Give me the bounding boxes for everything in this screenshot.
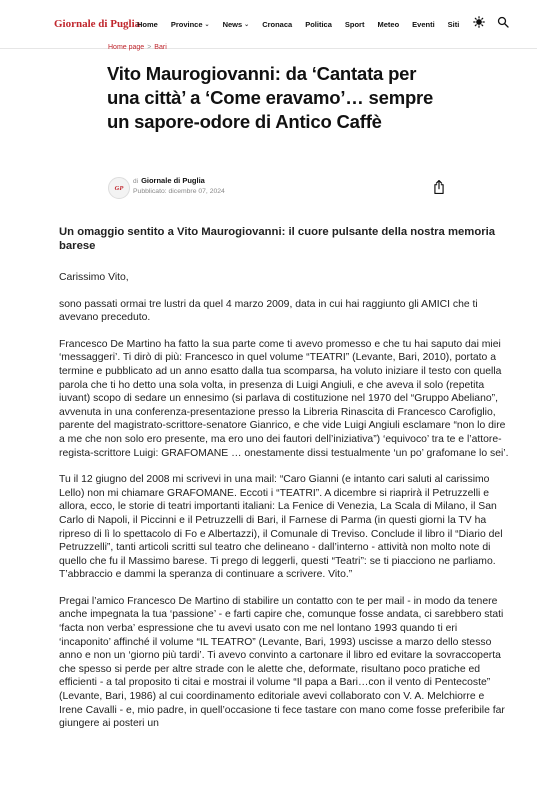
article-paragraph: Carissimo Vito, bbox=[59, 272, 129, 283]
chevron-down-icon: ⌄ bbox=[244, 22, 250, 28]
share-icon[interactable] bbox=[432, 179, 446, 195]
nav-label: Cronaca bbox=[262, 20, 293, 29]
article-paragraph: Francesco De Martino ha fatto la sua parte come ti avevo promesso e che tu hai saputo dai miei ‘messaggeri’. Ti dirò di più: Francesco in quel volume “TEATRI” (Levante, Bari, 2010), portato a termine e pubblicato ad un anno esatto dalla tua scomparsa, ha voluto iniziare il testo con quella parola che ti ho detto una sola volta, in presenza di Luigi Angiuli, e che aveva il solo (repetita iuvant) scopo di sedare un ennesimo (si parlava di costituzione nel 1970 del “Gruppo Abeliano”, avvenuta in una conferenza-presentazione presso la Libreria Rinascita di Francesco Carofiglio, parente del magistrato-scrittore-senatore Gianrico, e che vide Luigi Angiuli esclamare “non lo dire a me che non solo ero presente, ma ero uno dei fautori dell’iniziativa”) ‘equivoco’ tra te e l’attore-regista-scrittore Luigi: GRAFOMANE … onestamente dissi testualmente ‘un po’ grafomane lo sei’. bbox=[59, 338, 509, 459]
theme-toggle-icon[interactable] bbox=[472, 15, 486, 29]
nav-item-news[interactable] bbox=[223, 20, 250, 29]
author-block bbox=[108, 176, 448, 202]
nav-item-sport[interactable] bbox=[345, 20, 365, 29]
nav-label: Meteo bbox=[377, 20, 400, 29]
nav-label: Politica bbox=[305, 20, 332, 29]
article-subtitle: Un omaggio sentito a Vito Maurogiovanni: il cuore pulsante della nostra memoria barese bbox=[59, 226, 496, 252]
breadcrumb bbox=[108, 44, 167, 51]
search-icon[interactable] bbox=[496, 15, 510, 29]
breadcrumb-current-link[interactable]: Bari bbox=[154, 44, 167, 51]
nav-item-meteo[interactable] bbox=[377, 20, 399, 29]
nav-label: News bbox=[222, 20, 243, 29]
main-nav bbox=[137, 20, 472, 29]
nav-item-eventi[interactable] bbox=[412, 20, 435, 29]
article-paragraph: sono passati ormai tre lustri da quel 4 marzo 2009, data in cui hai raggiunto gli AMICI che ti avevano preceduto. bbox=[59, 298, 478, 324]
author-line bbox=[133, 176, 205, 185]
author-prefix: di bbox=[133, 178, 139, 185]
article-paragraph: Tu il 12 giugno del 2008 mi scrivevi in una mail: “Caro Gianni (e intanto cari saluti al carissimo Lello) non mi chiamare GRAFOMANE. Eccoti i “TEATRI”. A dicembre si riaprirà il Petruzzelli e allora, ecco, le storie di teatri importanti italiani: La Fenice di Venezia, La Scala di Milano, il San Carlo di Napoli, il Piccinni e il Petruzzelli di Bari, il Farnese di Parma (in questi giorni la TV ha ripreso di lì lo spettacolo di Fo e Albertazzi), il Comunale di Treviso. Conclude il libro il “Diario del Petruzzelli”, tanti articoli scritti sul teatro che delineano - dall’interno - attività non molto note di quello che fu il Massimo barese. Ti prego di leggerli, questi “Teatri”: se ti piacciono ne parliamo. T’abbraccio e dammi la speranza di continuare a scrivere. Vito.” bbox=[59, 474, 503, 581]
nav-label: Home bbox=[137, 20, 158, 29]
nav-label: Eventi bbox=[412, 20, 435, 29]
nav-item-siti[interactable] bbox=[448, 20, 460, 29]
site-logo[interactable]: Giornale di Puglia bbox=[54, 18, 141, 30]
site-header bbox=[0, 0, 537, 49]
nav-label: Sport bbox=[344, 20, 365, 29]
nav-label: Siti bbox=[447, 20, 460, 29]
nav-label: Province bbox=[170, 20, 203, 29]
breadcrumb-separator: > bbox=[147, 44, 152, 51]
article-paragraph: Pregai l’amico Francesco De Martino di stabilire un contatto con te per mail - in modo da tenere anche impegnata la tua ‘passione’ - e farti capire che, comunque fosse andata, ci sarebbero stati ‘facta non verba’ espressione che tu avevi usato con me nel lontano 1993 quando ti eri ‘incaponito’ affinché il volume “IL TEATRO” (Levante, Bari, 1993) uscisse a marzo dello stesso anno e non un ‘giorno più tardi’. Ti avevo convinto a cartonare il libro ed evitare la sovraccoperta che spesso si perde per altre strade con le alette che, deformate, risultano poco pratiche ed efficienti - a tal proposito ti citai e mostrai il volume “Il papa a Bari…con il vento di Pentecoste” (Levante, Bari, 1986) al cui coordinamento editoriale avevi collaborato con V. A. Melchiorre e Irene Cavalli - e, mio padre, in quell’occasione ti fece tastare con mano come fosse preferibile far giungere ai posteri un bbox=[59, 595, 505, 730]
nav-item-province[interactable] bbox=[171, 20, 210, 29]
nav-item-politica[interactable] bbox=[305, 20, 332, 29]
article-title: Vito Maurogiovanni: da ‘Cantata per una città’ a ‘Come eravamo’… sempre un sapore-odore di Antico Caffè bbox=[107, 63, 434, 132]
chevron-down-icon: ⌄ bbox=[204, 22, 210, 28]
nav-item-cronaca[interactable] bbox=[262, 20, 292, 29]
nav-item-home[interactable] bbox=[137, 20, 158, 29]
article-body bbox=[59, 225, 509, 744]
publish-date: Pubblicato: dicembre 07, 2024 bbox=[133, 188, 225, 195]
header-icons bbox=[472, 15, 510, 29]
avatar[interactable]: GP bbox=[108, 177, 130, 199]
author-name[interactable]: Giornale di Puglia bbox=[141, 176, 205, 185]
breadcrumb-home-link[interactable]: Home page bbox=[108, 44, 145, 51]
